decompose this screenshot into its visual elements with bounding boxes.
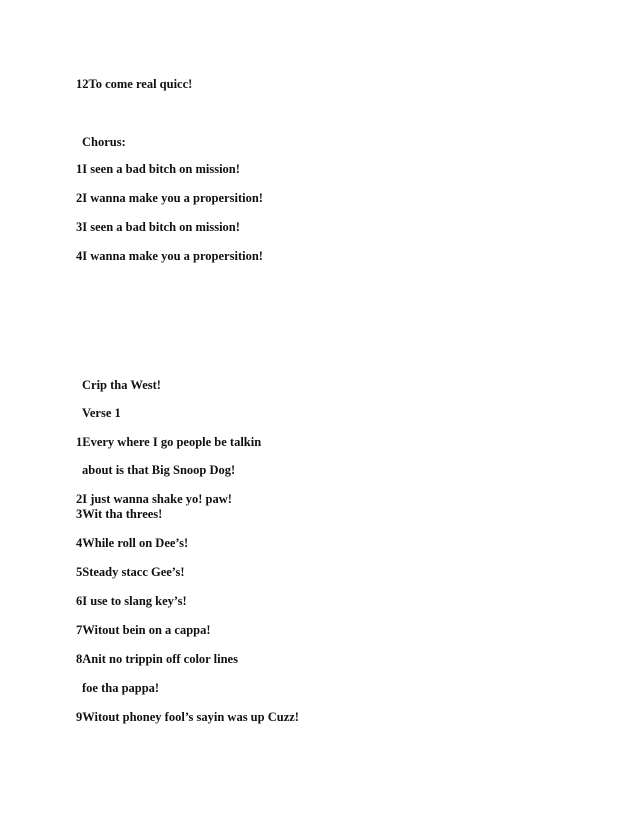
lyric-line: 7Witout bein on a cappa! [76,623,211,637]
lyric-line: 3I seen a bad bitch on mission! [76,220,240,234]
lyric-line: 4While roll on Dee’s! [76,536,189,550]
lyric-line: 2I just wanna shake yo! paw! [76,492,232,506]
lyric-line: 6I use to slang key’s! [76,594,187,608]
lyric-line: 8Anit no trippin off color lines [76,652,238,666]
section-heading: Crip tha West! [82,378,161,392]
lyric-line: 4I wanna make you a propersition! [76,249,263,263]
lyric-line: 5Steady stacc Gee’s! [76,565,185,579]
lyric-line: 1Every where I go people be talkin [76,435,262,449]
lyric-line: foe tha pappa! [82,681,160,695]
lyric-line: 1I seen a bad bitch on mission! [76,162,240,176]
lyric-line: about is that Big Snoop Dog! [82,463,236,477]
chorus-heading: Chorus: [82,135,126,149]
lyric-line: 9Witout phoney fool’s sayin was up Cuzz! [76,710,299,724]
verse-heading: Verse 1 [82,406,121,420]
lyric-line: 3Wit tha threes! [76,507,163,521]
lyric-line: 2I wanna make you a propersition! [76,191,263,205]
lyric-line: 12To come real quicc! [76,77,193,91]
